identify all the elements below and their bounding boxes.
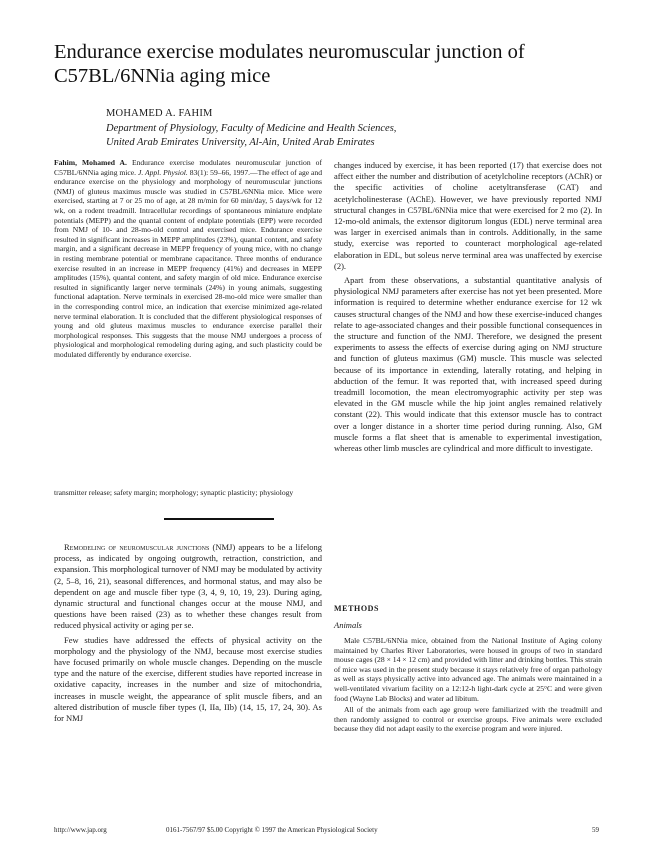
abstract-lead-author: Fahim, Mohamed A.: [54, 158, 127, 167]
intro-paragraph-1: [54, 542, 322, 632]
affiliation: [106, 122, 526, 150]
footer-url: http://www.jap.org: [54, 826, 107, 834]
intro-paragraph-1-text: (NMJ) appears to be a lifelong process, as indicated by ongoing outgrowth, retraction, constriction, and expansion. This morphological turnover of NMJ may be modulated by activity (2, 5–8, 16, 21), seasonal differences, and hormonal status, and may also be dependent on age and muscle fiber type (3, 4, 9, 10, 19, 23). During aging, dynamic structural and functional changes occur at the mouse NMJ, and questions have been raised (23) as to whether these changes result from reduced physical activity or aging per se.: [54, 542, 322, 631]
affiliation-line-1: Department of Physiology, Faculty of Medicine and Health Sciences,: [106, 123, 397, 134]
footer-copyright: 0161-7567/97 $5.00 Copyright © 1997 the American Physiological Society: [166, 826, 378, 834]
abstract-citation: 83(1): 59–66, 1997.—: [189, 167, 258, 177]
author-name: MOHAMED A. FAHIM: [106, 108, 213, 119]
body-right-column: [334, 160, 602, 454]
abstract-journal: J. Appl. Physiol.: [137, 167, 188, 177]
methods-text: [334, 636, 602, 734]
abstract: [54, 158, 322, 359]
animals-subheading: Animals: [334, 620, 362, 630]
methods-paragraph-1: Male C57BL/6NNia mice, obtained from the National Institute of Aging colony maintained by Charles River Laboratories, were housed in groups of two in standard mouse cages (28 × 14 × 12 cm) and provided with litter and drinking bottles. This strain of mice was used in the present study because it stays relatively free of organ pathology as well as stays physically active into advanced age. The animals were maintained in a well-ventilated vivarium facility on a 12:12-h light-dark cycle at 25°C and were given food (Wayne Lab Blocks) and water ad libitum.: [334, 636, 602, 703]
body-left-column: [54, 542, 322, 724]
article-title: Endurance exercise modulates neuromuscular junction of C57BL/6NNia aging mice: [54, 41, 525, 87]
methods-heading: METHODS: [334, 604, 380, 613]
abstract-text: The effect of age and endurance exercise on the physiology and morphology of neuromuscular junctions (NMJ) of gluteus maximus muscle was studied in C57BL/6NNia mice. Mice were exercised, starting at 7 or 25 mo of age, at 28 m/min for 60 min/day, 5 days/wk for 12 wk, on a rodent treadmill. Intracellular recordings of spontaneous miniature endplate potentials (MEPP) and the quantal content of endplate potentials (EPP) were recorded from NMJ of 10- and 28-mo-old control and exercised mice. Endurance exercise resulted in significant increases in MEPP amplitudes (23%), quantal content, and safety margin, and a significant decrease in MEPP frequency of young mice, with no change in resting membrane potential or membrane capacitance. Three months of endurance exercise resulted in an increase in MEPP frequency (41%) and decreases in MEPP amplitudes (15%), quantal content, and safety margin of old mice. Endurance exercise resulted in significantly larger nerve terminals (24%) in young animals, suggesting functional adaptation. Nerve terminals in exercised 28-mo-old mice were smaller than in the corresponding control mice, an indication that exercise minimized age-related nerve terminal elaboration. It is concluded that the different physiological responses of young and old gluteus maximus muscles to endurance exercise parallel their morphological responses. This suggests that the mouse NMJ undergoes a process of physiological and morphological remodeling during aging, and such plasticity could be modulated differently by endurance exercise.: [54, 167, 323, 359]
affiliation-line-2: United Arab Emirates University, Al-Ain, United Arab Emirates: [106, 137, 375, 148]
intro-lead: Remodeling of neuromuscular junctions: [64, 542, 210, 552]
intro-paragraph-3: changes induced by exercise, it has been reported (17) that exercise does not affect either the number and distribution of acetylcholine receptors (AChR) or the specific activities of choline acetyltransferase (CAT) and acetylcholinesterase (AChE). However, we have previously reported NMJ structural changes in C57BL/6NNia mice that were exercised for 2 mo (2). In 12-mo-old animals, the extensor digitorum longus (EDL) nerve terminal area was larger in exercised animals than in controls. Additionally, in the same study, exercise was reported to counteract morphological age-related elaboration in EDL, but soleus nerve terminal area was unaffected by exercise (2).: [334, 160, 602, 271]
intro-paragraph-2: Few studies have addressed the effects of physical activity on the morphology and the physiology of the NMJ, because most exercise studies have focused primarily on whole muscle changes. Depending on the muscle type and the nature of the exercise, different studies have reported increase in oxidative capacity, increases in the number and size of mitochondria, increases in muscle weight, the appearance of split muscle fibers, and an altered distribution of muscle fiber types (I, IIa, IIb) (14, 15, 17, 24, 30). As for NMJ: [54, 634, 322, 724]
page-number: 59: [592, 826, 599, 834]
keywords: transmitter release; safety margin; morphology; synaptic plasticity; physiology: [54, 488, 294, 497]
section-divider: [164, 518, 274, 520]
methods-paragraph-2: All of the animals from each age group were familiarized with the treadmill and then randomly assigned to control or exercise groups. Five animals were excluded because they did not adapt easily to the exercise program and were injured.: [334, 705, 602, 734]
abstract-lead-title: Endurance exercise modulates neuromuscular junction of C57BL/6NNia aging mice.: [54, 158, 322, 177]
intro-paragraph-4: Apart from these observations, a substantial quantitative analysis of physiological NMJ parameters after exercise has not yet been presented. More information is required to determine whether endurance exercise for 12 wk causes structural changes of the NMJ and how these exercise-induced changes relate to age-associated changes and their possible functional consequences in the structure and function of the NMJ. Therefore, we designed the present experiments to assess the effects of exercise during aging on NMJ structure and function of gluteus maximus (GM) muscle. This muscle was selected because of its importance in extending, laterally rotating, and helping in abduction of the femur. It was reported that, with increased speed during treadmill locomotion, the mean electromyographic activity per step was elevated in the GM muscle while the hip joint angles remained relatively constant (22). This would indicate that this extensor muscle has to contract over a longer distance in a shorter time period during running. Also, GM muscle forms a flat sheet that is amenable to experimental investigation, whereas other limb muscles are cylindrical and more difficult to investigate.: [334, 275, 602, 454]
